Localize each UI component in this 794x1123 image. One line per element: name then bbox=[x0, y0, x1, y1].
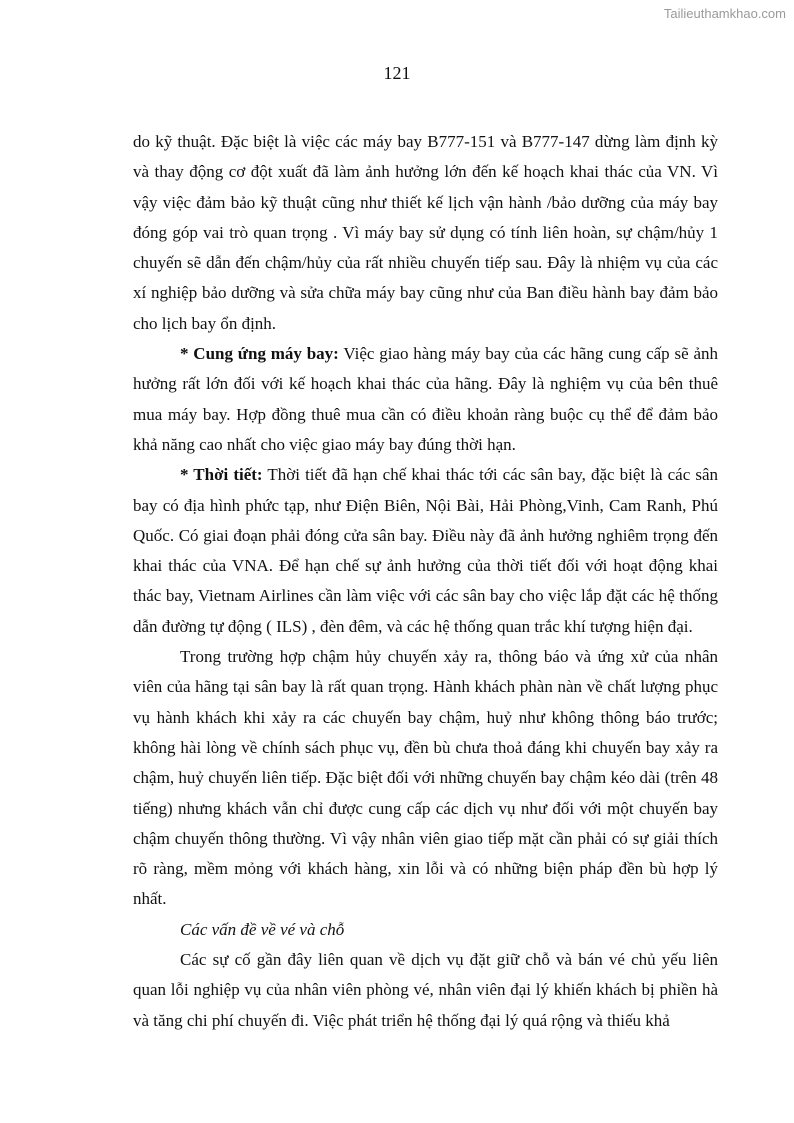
paragraph-tickets: Các sự cố gần đây liên quan về dịch vụ đặt giữ chỗ và bán vé chủ yếu liên quan lỗi nghiệp vụ của nhân viên phòng vé, nhân viên đại lý khiến khách bị phiền hà và tăng chi phí chuyến đi. Việc phát triển hệ thống đại lý quá rộng và thiếu khả bbox=[133, 950, 718, 1030]
paragraph-aircraft-supply bbox=[133, 339, 718, 460]
paragraph-delay-handling: Trong trường hợp chậm hủy chuyến xảy ra, thông báo và ứng xử của nhân viên của hãng tại sân bay là rất quan trọng. Hành khách phàn nàn về chất lượng phục vụ hành khách khi xảy ra các chuyến bay chậm, huỷ như không thông báo trước; không hài lòng về chính sách phục vụ, đền bù chưa thoả đáng khi chuyến bay xảy ra chậm, huỷ chuyến liên tiếp. Đặc biệt đối với những chuyến bay chậm kéo dài (trên 48 tiếng) nhưng khách vẫn chỉ được cung cấp các dịch vụ như đối với một chuyến bay chậm chuyến thông thường. Vì vậy nhân viên giao tiếp mặt cần phải có sự giải thích rõ ràng, mềm mỏng với khách hàng, xin lỗi và có những biện pháp đền bù hợp lý nhất. bbox=[133, 647, 718, 909]
paragraph-technical: do kỹ thuật. Đặc biệt là việc các máy bay B777-151 và B777-147 dừng làm định kỳ và thay động cơ đột xuất đã làm ảnh hưởng lớn đến kế hoạch khai thác của VN. Vì vậy việc đảm bảo kỹ thuật cũng như thiết kế lịch vận hành /bảo dưỡng của máy bay đóng góp vai trò quan trọng . Vì máy bay sử dụng có tính liên hoàn, sự chậm/hủy 1 chuyến sẽ dẫn đến chậm/hủy của rất nhiều chuyến tiếp sau. Đây là nhiệm vụ của các xí nghiệp bảo dưỡng và sửa chữa máy bay cũng như của Ban điều hành bay đảm bảo cho lịch bay ổn định. bbox=[133, 132, 718, 333]
section-heading-tickets: Các vấn đề về vé và chỗ bbox=[180, 919, 345, 939]
page-number: 121 bbox=[383, 63, 411, 83]
weather-lead: * Thời tiết: bbox=[180, 465, 263, 485]
aircraft-supply-lead: * Cung ứng máy bay: bbox=[180, 344, 339, 364]
weather-text: Thời tiết đã hạn chế khai thác tới các sân bay, đặc biệt là các sân bay có địa hình phức tạp, như Điện Biên, Nội Bài, Hải Phòng,Vinh, Cam Ranh, Phú Quốc. Có giai đoạn phải đóng cửa sân bay. Điều này đã ảnh hưởng nghiêm trọng đến khai thác của VNA. Để hạn chế sự ảnh hưởng của thời tiết đối với hoạt động khai thác bay, Vietnam Airlines cần làm việc với các sân bay cho việc lắp đặt các hệ thống dẫn đường tự động ( ILS) , đèn đêm, và các hệ thống quan trắc khí tượng hiện đại. bbox=[133, 465, 719, 636]
paragraph-weather bbox=[133, 460, 718, 642]
watermark: Tailieuthamkhao.com bbox=[663, 6, 786, 21]
document-body bbox=[133, 127, 718, 1036]
aircraft-supply-text: Việc giao hàng máy bay của các hãng cung cấp sẽ ảnh hưởng rất lớn đối với kế hoạch khai thác của hãng. Đây là nghiệm vụ của bên thuê mua máy bay. Hợp đồng thuê mua cần có điều khoản ràng buộc cụ thể để đảm bảo khả năng cao nhất cho việc giao máy bay đúng thời hạn. bbox=[133, 344, 718, 454]
